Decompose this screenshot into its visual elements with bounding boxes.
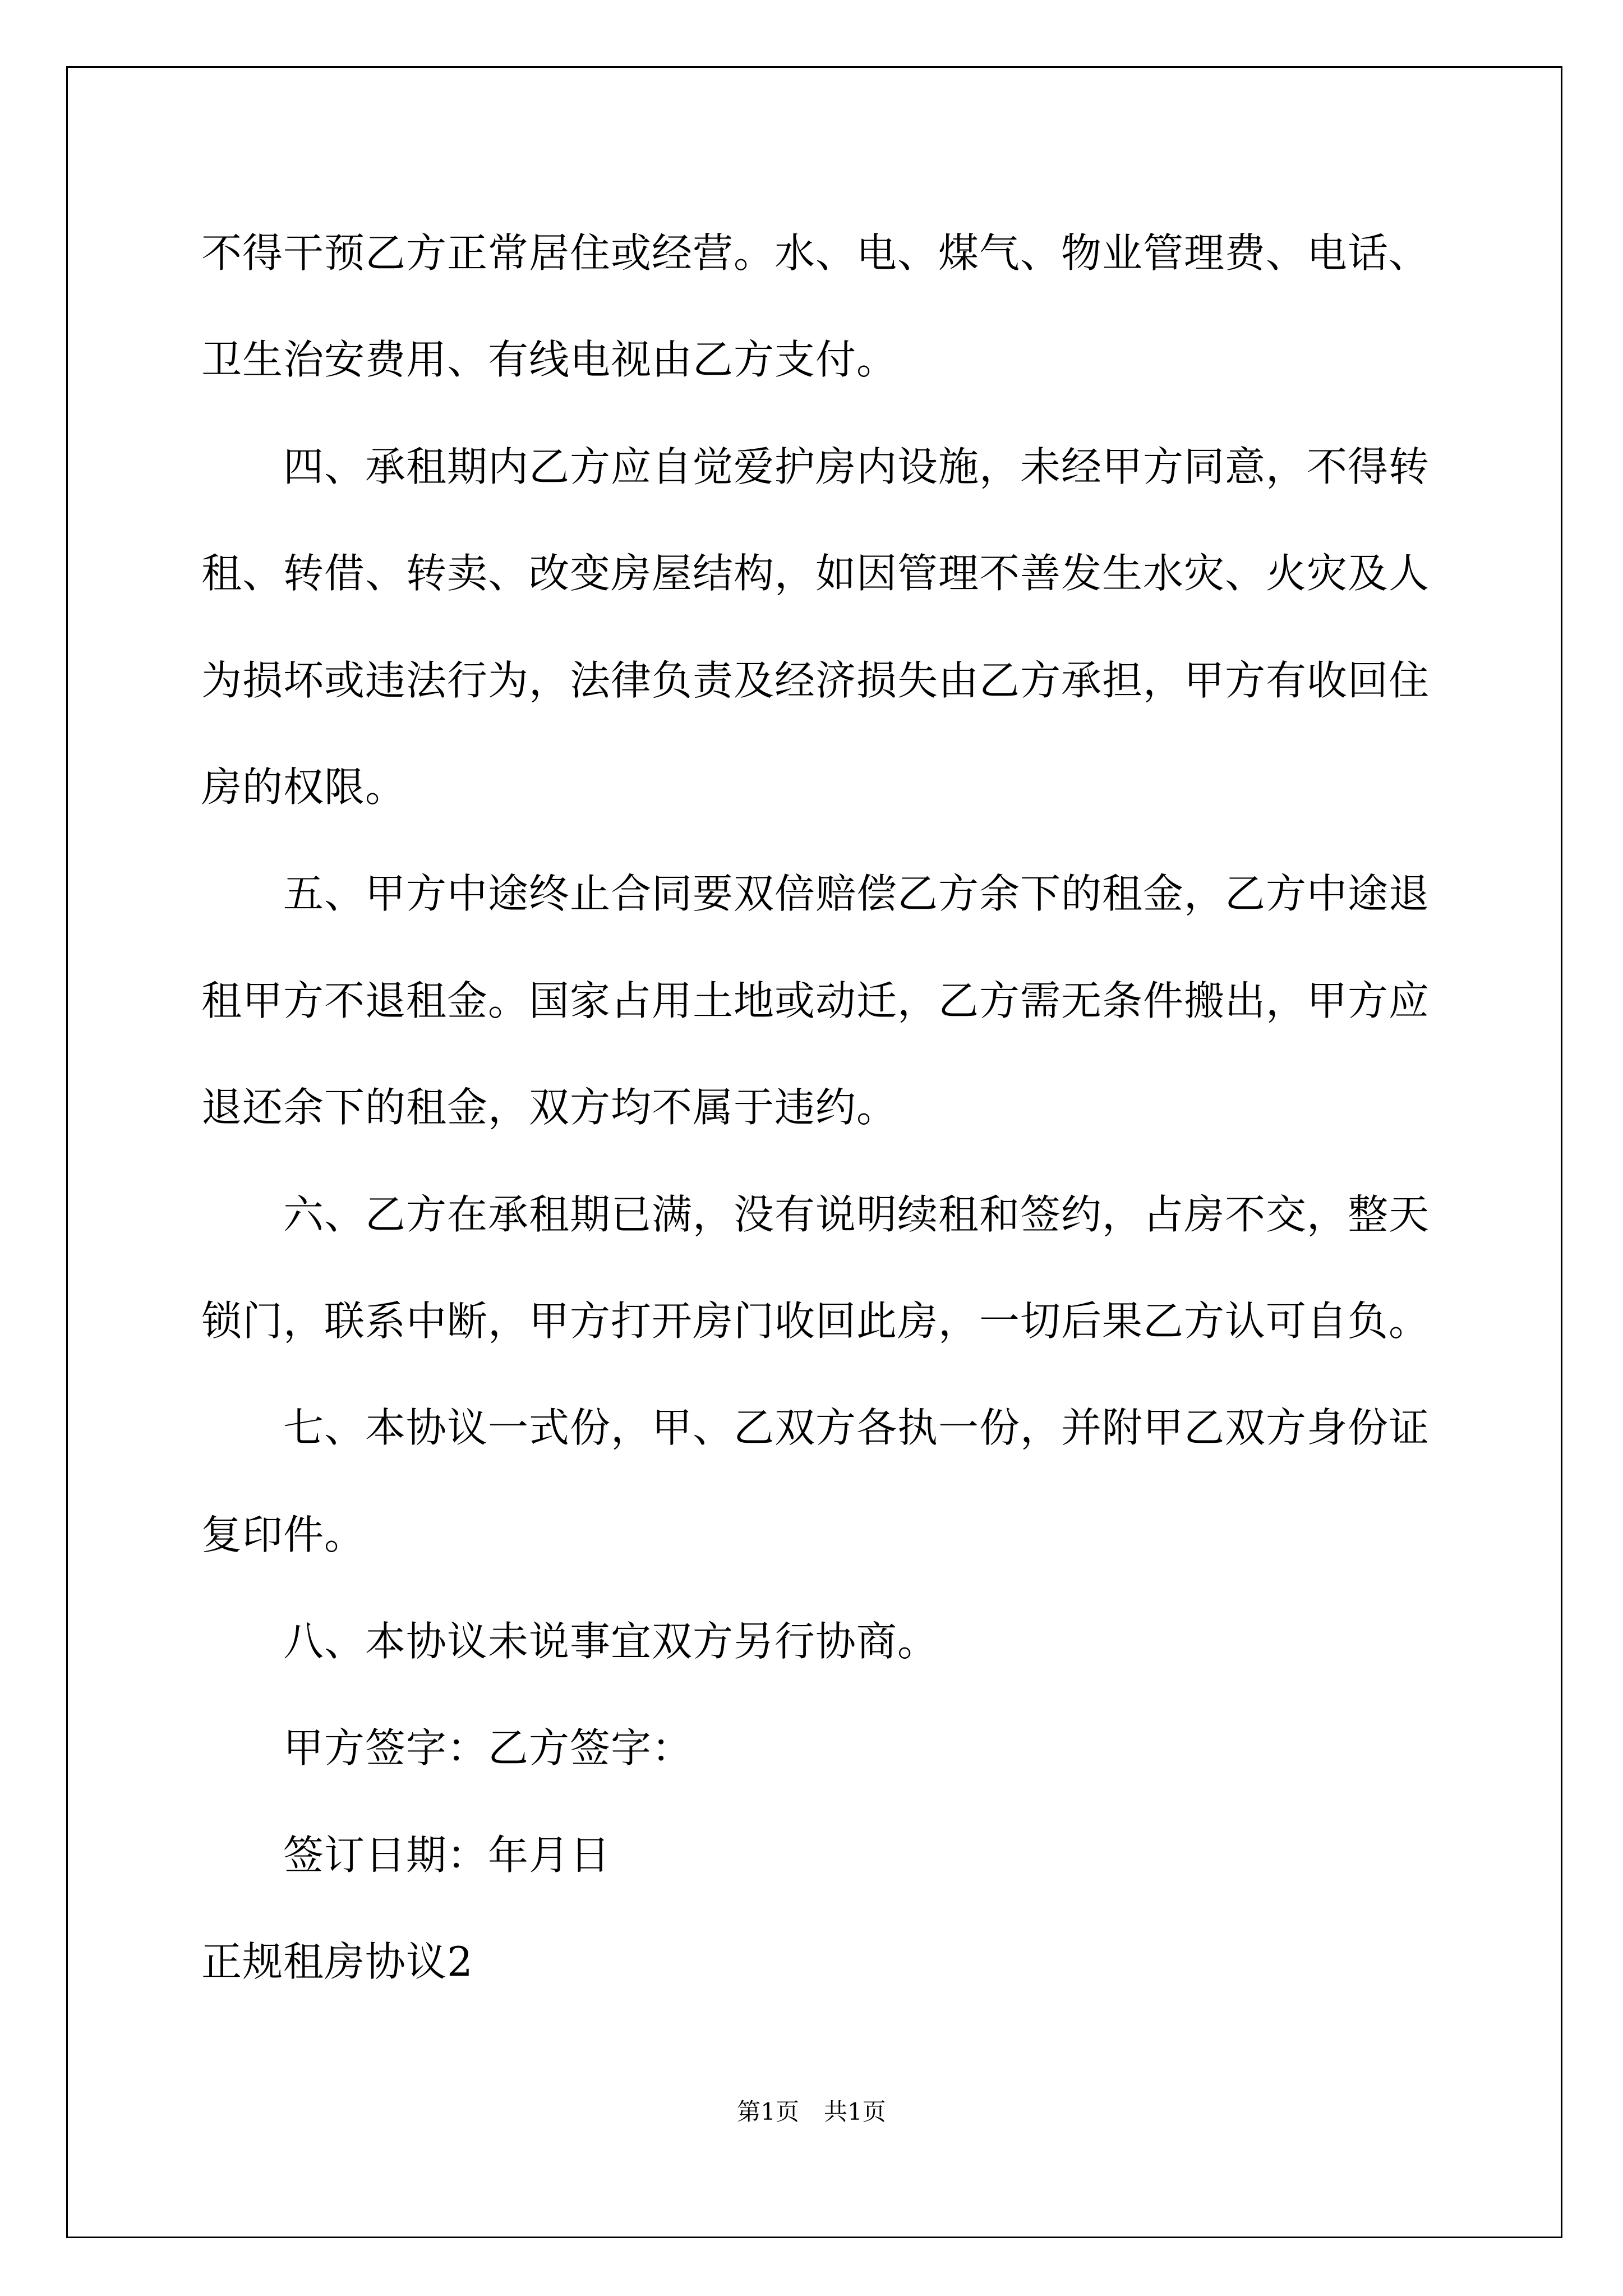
text-line: 复印件。 xyxy=(201,1511,366,1558)
clause-8 xyxy=(201,1588,1446,1695)
text-line: 为损坏或违法行为，法律负责及经济损失由乙方承担，甲方有收回住 xyxy=(201,656,1430,704)
text-line: 五、甲方中途终止合同要双倍赔偿乙方余下的租金，乙方中途退 xyxy=(283,870,1430,918)
text-line: 七、本协议一式份，甲、乙双方各执一份，并附甲乙双方身份证 xyxy=(283,1404,1430,1452)
text-line: 八、本协议未说事宜双方另行协商。 xyxy=(283,1618,939,1665)
clause-4 xyxy=(201,413,1446,841)
text-line: 六、乙方在承租期已满，没有说明续租和签约，占房不交，整天 xyxy=(283,1190,1430,1238)
text-line: 不得干预乙方正常居住或经营。水、电、煤气、物业管理费、电话、 xyxy=(201,229,1430,277)
text-line: 退还余下的租金，双方均不属于违约。 xyxy=(201,1084,898,1131)
text-line: 锁门，联系中断，甲方打开房门收回此房，一切后果乙方认可自负。 xyxy=(201,1297,1430,1345)
signing-date-line xyxy=(201,1802,1446,1908)
signature-line xyxy=(201,1695,1446,1801)
paragraph-continuation xyxy=(201,200,1446,413)
text-line: 卫生治安费用、有线电视由乙方支付。 xyxy=(201,336,898,384)
section-title: 正规租房协议2 xyxy=(201,1938,473,1986)
text-line: 四、承租期内乙方应自觉爱护房内设施，未经甲方同意，不得转 xyxy=(283,443,1430,490)
document-body xyxy=(201,200,1446,2016)
page-total: 共1页 xyxy=(824,2098,886,2125)
clause-7 xyxy=(201,1374,1446,1588)
text-line: 甲方签字：乙方签字： xyxy=(283,1724,693,1772)
page-footer xyxy=(0,2098,1623,2126)
page-number: 第1页 xyxy=(737,2098,799,2125)
text-line: 签订日期：年月日 xyxy=(283,1831,611,1879)
text-line: 租甲方不退租金。国家占用土地或动迁，乙方需无条件搬出，甲方应 xyxy=(201,977,1430,1024)
clause-5 xyxy=(201,840,1446,1161)
text-line: 房的权限。 xyxy=(201,763,407,811)
next-section-title xyxy=(201,1908,1446,2015)
clause-6 xyxy=(201,1161,1446,1375)
text-line: 租、转借、转卖、改变房屋结构，如因管理不善发生水灾、火灾及人 xyxy=(201,550,1430,597)
